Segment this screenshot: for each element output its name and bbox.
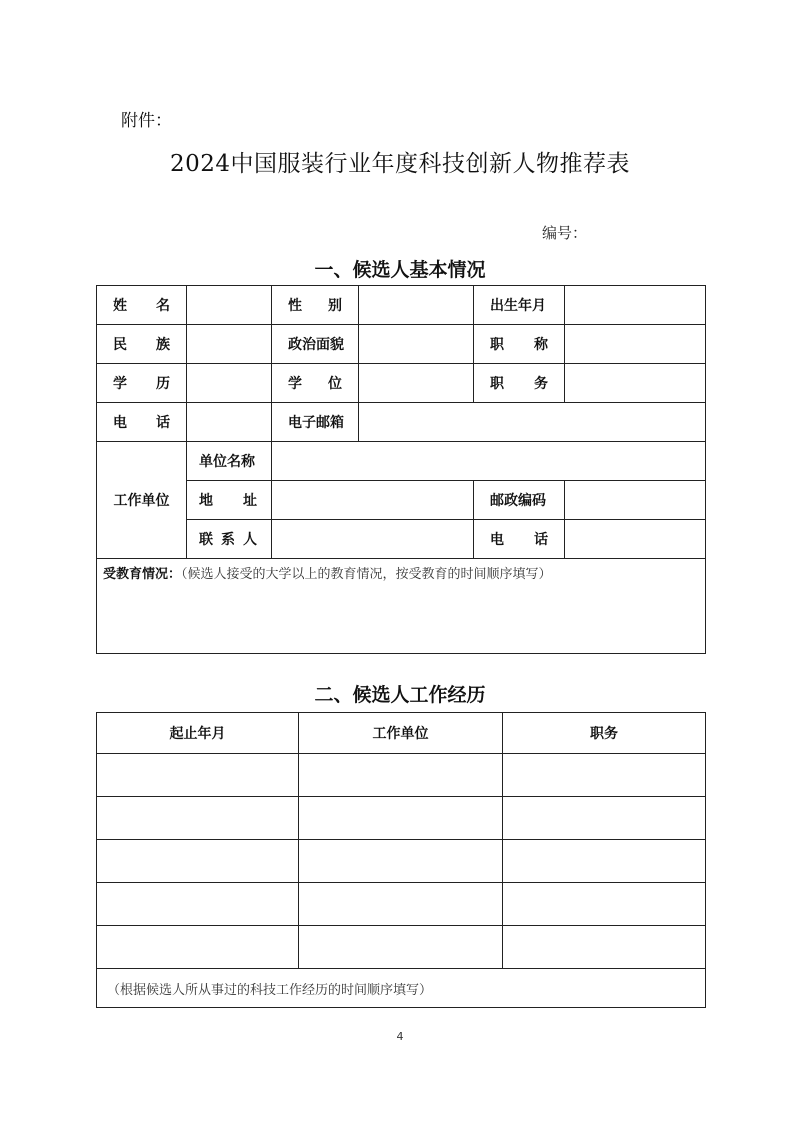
serial-number-label: 编号： xyxy=(542,224,588,242)
period-cell[interactable] xyxy=(97,840,299,883)
address-field[interactable] xyxy=(272,481,474,520)
birth-label: 出生年月 xyxy=(474,286,565,325)
position-cell[interactable] xyxy=(503,883,706,926)
education-history-label: 受教育情况： xyxy=(103,567,182,582)
education-field[interactable] xyxy=(187,364,272,403)
period-cell[interactable] xyxy=(97,797,299,840)
title-rank-field[interactable] xyxy=(565,325,706,364)
position-cell[interactable] xyxy=(503,840,706,883)
section1-title: 一、候选人基本情况 xyxy=(314,259,486,281)
contact-phone-label-cell: 电 话 xyxy=(474,520,565,559)
work-unit-cell[interactable] xyxy=(299,754,503,797)
column-header-period: 起止年月 xyxy=(97,713,299,754)
postal-field[interactable] xyxy=(565,481,706,520)
phone-label-cell: 电 话 xyxy=(97,403,187,442)
work-unit-cell[interactable] xyxy=(299,926,503,969)
page-title: 2024中国服装行业年度科技创新人物推荐表 xyxy=(169,151,631,177)
position-cell[interactable] xyxy=(503,926,706,969)
gender-field[interactable] xyxy=(359,286,474,325)
work-unit-cell[interactable] xyxy=(299,797,503,840)
table-row xyxy=(97,926,706,969)
table-row xyxy=(97,883,706,926)
work-unit-cell[interactable] xyxy=(299,840,503,883)
title-rank-label-cell: 职 称 xyxy=(474,325,565,364)
postal-label: 邮政编码 xyxy=(474,481,565,520)
name-field[interactable] xyxy=(187,286,272,325)
ethnicity-label-cell: 民 族 xyxy=(97,325,187,364)
unit-name-label: 单位名称 xyxy=(187,442,272,481)
education-label-cell: 学 历 xyxy=(97,364,187,403)
ethnicity-field[interactable] xyxy=(187,325,272,364)
address-label-cell: 地 址 xyxy=(187,481,272,520)
position-cell[interactable] xyxy=(503,797,706,840)
position-field[interactable] xyxy=(565,364,706,403)
work-history-note: （根据候选人所从事过的科技工作经历的时间顺序填写） xyxy=(97,969,706,1008)
political-field[interactable] xyxy=(359,325,474,364)
section2-title: 二、候选人工作经历 xyxy=(314,684,486,706)
table-row xyxy=(97,797,706,840)
education-history-hint: （候选人接受的大学以上的教育情况，按受教育的时间顺序填写） xyxy=(181,567,552,582)
table-row xyxy=(97,754,706,797)
degree-label-cell: 学 位 xyxy=(272,364,359,403)
name-label-cell: 姓 名 xyxy=(97,286,187,325)
political-label: 政治面貌 xyxy=(272,325,359,364)
birth-field[interactable] xyxy=(565,286,706,325)
work-history-table xyxy=(96,712,706,1008)
period-cell[interactable] xyxy=(97,883,299,926)
phone-field[interactable] xyxy=(187,403,272,442)
table-row xyxy=(97,840,706,883)
email-field[interactable] xyxy=(359,403,706,442)
contact-field[interactable] xyxy=(272,520,474,559)
page-number: 4 xyxy=(396,1030,404,1043)
work-unit-label: 工作单位 xyxy=(97,442,187,559)
email-label: 电子邮箱 xyxy=(272,403,359,442)
gender-label-cell: 性 别 xyxy=(272,286,359,325)
work-unit-cell[interactable] xyxy=(299,883,503,926)
column-header-position: 职务 xyxy=(503,713,706,754)
position-label-cell: 职 务 xyxy=(474,364,565,403)
basic-info-table xyxy=(96,285,706,654)
contact-phone-field[interactable] xyxy=(565,520,706,559)
period-cell[interactable] xyxy=(97,754,299,797)
unit-name-field[interactable] xyxy=(272,442,706,481)
degree-field[interactable] xyxy=(359,364,474,403)
period-cell[interactable] xyxy=(97,926,299,969)
attachment-label: 附件： xyxy=(121,111,172,131)
contact-label-cell: 联 系 人 xyxy=(187,520,272,559)
column-header-work-unit: 工作单位 xyxy=(299,713,503,754)
education-history-field[interactable] xyxy=(97,559,706,654)
position-cell[interactable] xyxy=(503,754,706,797)
